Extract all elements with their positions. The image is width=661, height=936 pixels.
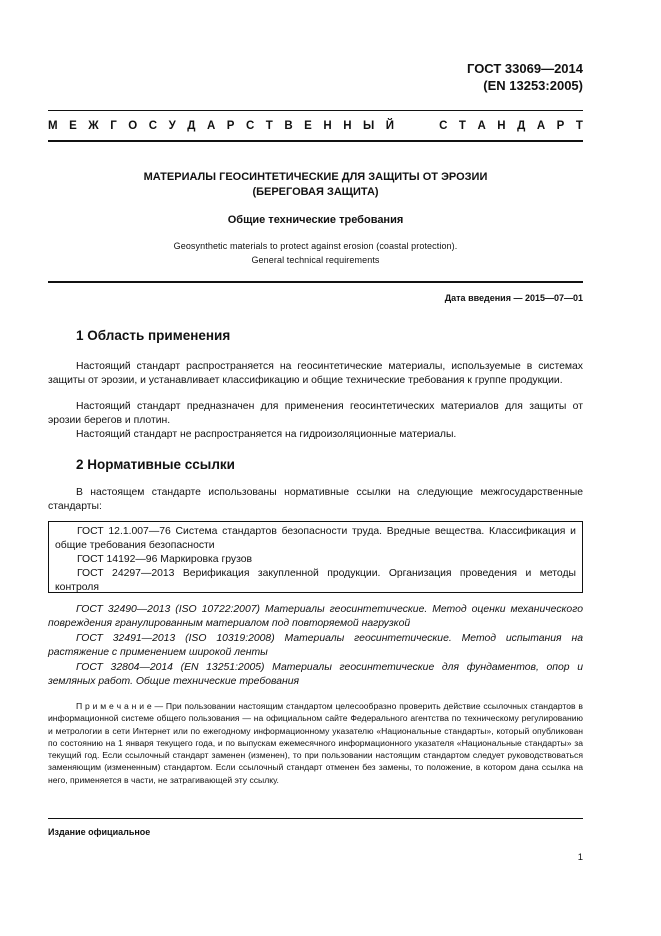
section-1-paragraph: Настоящий стандарт не распространяется на гидроизоляционные материалы. [76, 429, 457, 440]
banner-bottom-rule [48, 140, 583, 142]
banner-letter: Н [343, 120, 352, 132]
banner-letter: А [206, 120, 216, 132]
banner-letter: С [439, 120, 448, 132]
introduction-date: Дата введения — 2015—07—01 [444, 293, 583, 303]
banner-letter: Е [69, 120, 77, 132]
banner-letter: Ж [88, 120, 99, 132]
official-edition-label: Издание официальное [48, 827, 151, 837]
interstate-standard-banner [48, 118, 583, 134]
footer-rule [48, 818, 583, 819]
english-title-line-1: Geosynthetic materials to protect against erosion (coastal protection). [173, 241, 458, 251]
banner-letter: М [48, 120, 58, 132]
banner-letter: Р [226, 120, 235, 132]
italic-reference-item: ГОСТ 32804—2014 (EN 13251:2005) Материалы геосинтетические для фундаментов, опор и земляных работ. Общие технические требования [48, 662, 583, 687]
standard-number-block [467, 60, 583, 94]
title-subtitle: Общие технические требования [227, 214, 404, 226]
page-number: 1 [577, 852, 583, 863]
banner-letter: Й [385, 120, 395, 132]
banner-letter: Н [497, 120, 506, 132]
italic-reference-item: ГОСТ 32490—2013 (ISO 10722:2007) Материалы геосинтетические. Метод оценки механического повреждения гранулированным материалом под повторяемой нагрузкой [48, 604, 583, 629]
english-title-line-2: General technical requirements [251, 255, 380, 265]
title-line-1: МАТЕРИАЛЫ ГЕОСИНТЕТИЧЕСКИЕ ДЛЯ ЗАЩИТЫ ОТ ЭРОЗИИ [143, 171, 488, 183]
banner-letter: Т [575, 120, 583, 132]
reference-item: ГОСТ 24297—2013 Верификация закупленной продукции. Организация проведения и методы контроля [55, 568, 576, 593]
banner-letter: Н [323, 120, 332, 132]
banner-letter: Д [187, 120, 196, 132]
standard-number: ГОСТ 33069—2014 [467, 61, 583, 76]
banner-letter: С [148, 120, 158, 132]
banner-letter: Д [517, 120, 526, 132]
title-block [48, 170, 583, 267]
banner-letter: Т [265, 120, 273, 132]
banner-letter: С [245, 120, 255, 132]
banner-letter: Р [556, 120, 565, 132]
banner-letter: У [168, 120, 176, 132]
banner-letter: Е [304, 120, 312, 132]
boxed-references [48, 521, 583, 593]
banner-letter: А [477, 120, 486, 132]
italic-reference-item: ГОСТ 32491—2013 (ISO 10319:2008) Материалы геосинтетические. Метод испытания на растяжение с применением широкой ленты [48, 633, 583, 658]
references-note: П р и м е ч а н и е — При пользовании настоящим стандартом целесообразно проверить действие ссылочных стандартов в информационной системе общего пользования — на официальном сайте Федерального агентства по техническому регулированию и метрологии в сети Интернет или по ежегодному информационному указателю «Национальные стандарты», который опубликован по состоянию на 1 января текущего года, и по выпускам ежемесячного информационного указателя «Национальные стандарты» за текущий год. Если ссылочный стандарт заменен (изменен), то при пользовании настоящим стандартом следует руководствоваться заменяющим (измененным) стандартом. Если ссылочный стандарт отменен без замены, то положение, в котором дана ссылка на него, применяется в части, не затрагивающей эту ссылку. [48, 701, 583, 785]
banner-letter: Г [110, 120, 117, 132]
title-line-2: (БЕРЕГОВАЯ ЗАЩИТА) [252, 186, 379, 198]
reference-item: ГОСТ 12.1.007—76 Система стандартов безопасности труда. Вредные вещества. Классификация и общие требования безопасности [55, 526, 576, 551]
banner-top-rule [48, 110, 583, 111]
section-2-intro: В настоящем стандарте использованы нормативные ссылки на следующие межгосударственные стандарты: [48, 487, 583, 512]
banner-word-gap [406, 118, 428, 134]
banner-letter: Т [458, 120, 466, 132]
banner-letter: В [284, 120, 293, 132]
banner-letter: Ы [363, 120, 375, 132]
banner-letter: А [536, 120, 546, 132]
banner-letter: О [128, 120, 138, 132]
title-bottom-rule [48, 281, 583, 283]
reference-item: ГОСТ 14192—96 Маркировка грузов [77, 554, 253, 565]
section-1-heading: 1 Область применения [76, 328, 231, 343]
section-2-heading: 2 Нормативные ссылки [76, 457, 235, 472]
en-standard-number: (EN 13253:2005) [483, 78, 583, 93]
section-1-paragraph: Настоящий стандарт распространяется на геосинтетические материалы, используемые в системах защиты от эрозии, и устанавливает классификацию и общие технические требования к группе продукции. [48, 361, 583, 386]
section-1-paragraph: Настоящий стандарт предназначен для применения геосинтетических материалов для защиты от эрозии берегов и плотин. [48, 401, 583, 426]
